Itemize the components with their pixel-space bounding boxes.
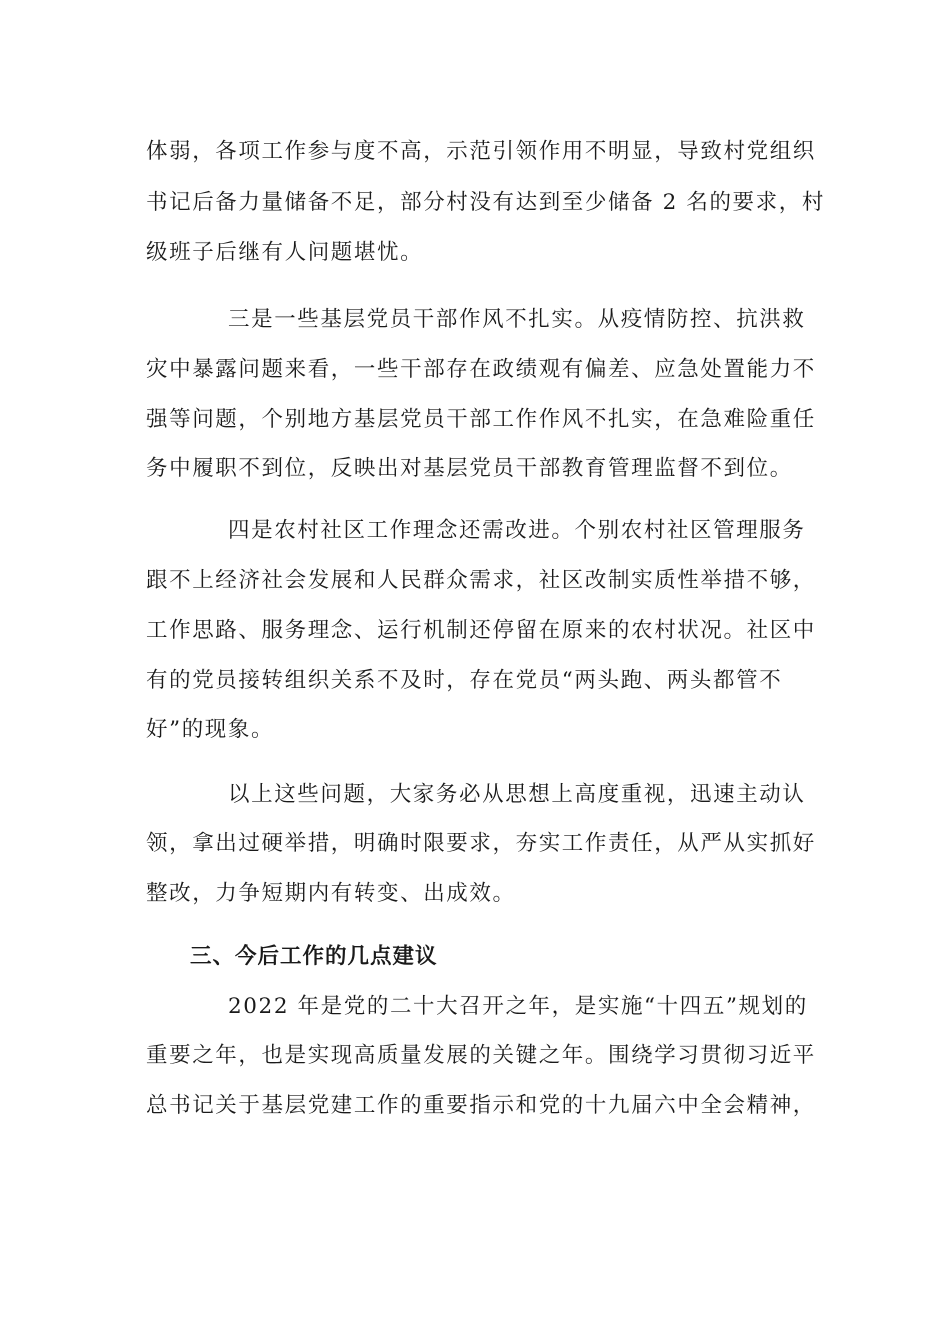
paragraph-2-line-4: 务中履职不到位，反映出对基层党员干部教育管理监督不到位。 bbox=[146, 456, 793, 481]
paragraph-2-line-2: 灾中暴露问题来看，一些干部存在政绩观有偏差、应急处置能力不 bbox=[146, 357, 816, 382]
paragraph-5-line-2: 重要之年，也是实现高质量发展的关键之年。围绕学习贯彻习近平 bbox=[146, 1043, 816, 1068]
paragraph-3-line-3: 工作思路、服务理念、运行机制还停留在原来的农村状况。社区中 bbox=[146, 618, 816, 643]
paragraph-3-line-2: 跟不上经济社会发展和人民群众需求，社区改制实质性举措不够， bbox=[146, 568, 816, 593]
section-heading: 三、今后工作的几点建议 bbox=[190, 944, 438, 969]
paragraph-3-line-4: 有的党员接转组织关系不及时，存在党员“两头跑、两头都管不 bbox=[146, 668, 783, 693]
paragraph-2-line-3: 强等问题，个别地方基层党员干部工作作风不扎实，在急难险重任 bbox=[146, 407, 816, 432]
paragraph-1-line-1: 体弱，各项工作参与度不高，示范引领作用不明显，导致村党组织 bbox=[146, 139, 816, 164]
paragraph-4-line-2: 领，拿出过硬举措，明确时限要求，夯实工作责任，从严从实抓好 bbox=[146, 831, 816, 856]
paragraph-5-line-1: 2022 年是党的二十大召开之年，是实施“十四五”规划的 bbox=[228, 994, 808, 1019]
paragraph-1-line-3: 级班子后继有人问题堪忧。 bbox=[146, 240, 424, 265]
paragraph-2-line-1: 三是一些基层党员干部作风不扎实。从疫情防控、抗洪救 bbox=[228, 307, 806, 332]
paragraph-1-line-2: 书记后备力量储备不足，部分村没有达到至少储备 2 名的要求，村 bbox=[146, 190, 825, 215]
paragraph-4-line-3: 整改，力争短期内有转变、出成效。 bbox=[146, 881, 516, 906]
paragraph-3-line-5: 好”的现象。 bbox=[146, 717, 275, 742]
paragraph-4-line-1: 以上这些问题，大家务必从思想上高度重视，迅速主动认 bbox=[228, 782, 806, 807]
paragraph-5-line-3: 总书记关于基层党建工作的重要指示和党的十九届六中全会精神， bbox=[146, 1093, 816, 1118]
paragraph-3-line-1: 四是农村社区工作理念还需改进。个别农村社区管理服务 bbox=[228, 518, 806, 543]
